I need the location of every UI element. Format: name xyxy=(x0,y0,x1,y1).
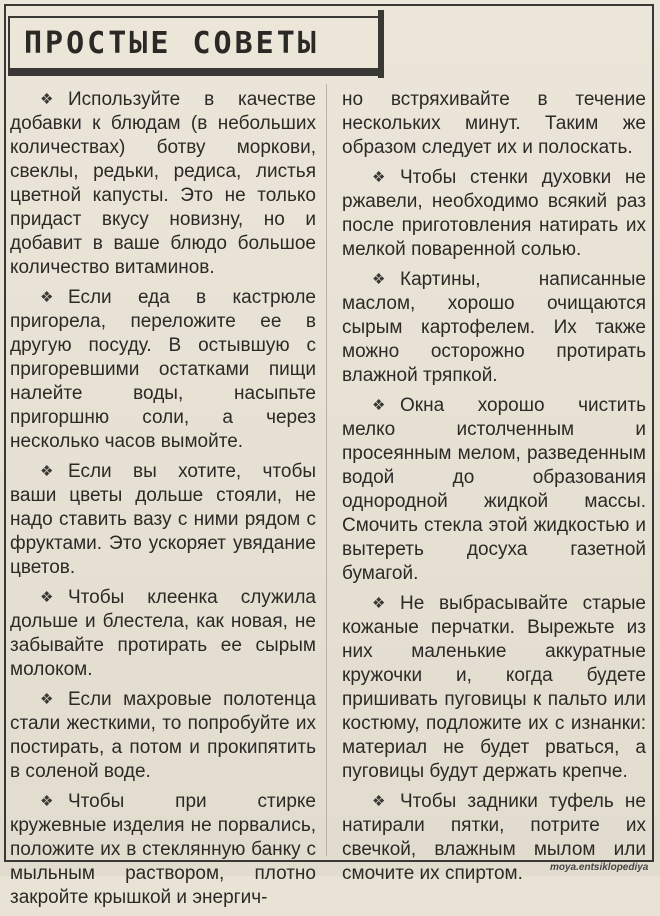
tip-paragraph xyxy=(10,790,316,910)
ornament-icon: ❖ xyxy=(40,589,54,606)
header-frame-right-bar xyxy=(378,10,384,78)
tip-paragraph xyxy=(10,586,316,682)
tip-paragraph xyxy=(342,268,646,388)
ornament-icon: ❖ xyxy=(40,691,54,708)
ornament-icon: ❖ xyxy=(372,397,386,414)
tip-text: Если махровые полотенца стали жесткими, то попробуйте их постирать, а потом и прокипятить в соленой воде. xyxy=(10,689,316,782)
tip-continuation: но встряхивайте в течение нескольких минут. Таким же образом следует их и полоскать. xyxy=(342,89,646,158)
header-box xyxy=(8,16,380,70)
right-column xyxy=(342,88,649,892)
tip-text: Используйте в качестве добавки к блюдам (в небольших количествах) ботву моркови, свеклы, редьки, редиса, листья цветной капусты. Это не только придаст вкусу новизну, но и добавит в ваше блюдо большое количество витаминов. xyxy=(10,89,316,278)
tip-paragraph xyxy=(10,460,316,580)
ornament-icon: ❖ xyxy=(40,289,54,306)
tip-paragraph xyxy=(342,592,646,784)
ornament-icon: ❖ xyxy=(372,271,386,288)
tip-paragraph xyxy=(342,394,646,586)
ornament-icon: ❖ xyxy=(372,793,386,810)
tip-text: Чтобы задники туфель не натирали пятки, потрите их свечкой, влажным мылом или смочите их спиртом. xyxy=(342,791,646,884)
page-title: ПРОСТЫЕ СОВЕТЫ xyxy=(24,26,319,61)
tip-text: Чтобы при стирке кружевные изделия не порвались, положите их в стеклянную банку с мыльным раствором, плотно закройте крышкой и энергич- xyxy=(10,791,316,908)
tip-text: Чтобы клеенка служила дольше и блестела, как новая, не забывайте протирать ее сырым молоком. xyxy=(10,587,316,680)
tip-paragraph xyxy=(10,88,316,280)
tip-text: Чтобы стенки духовки не ржавели, необходимо всякий раз после приготовления натирать их мелкой поваренной солью. xyxy=(342,167,646,260)
tip-text: Если вы хотите, чтобы ваши цветы дольше стояли, не надо ставить вазу с ними рядом с фруктами. Это ускоряет увядание цветов. xyxy=(10,461,316,578)
tip-text: Окна хорошо чистить мелко истолченным и просеянным мелом, разведенным водой до образования однородной жидкой массы. Смочить стекла этой жидкостью и вытереть досуха газетной бумагой. xyxy=(342,395,646,584)
ornament-icon: ❖ xyxy=(40,463,54,480)
header-frame-bottom-bar xyxy=(8,70,384,76)
column-divider xyxy=(326,84,327,856)
tip-text: Если еда в кастрюле пригорела, переложите ее в другую посуду. В остывшую с пригоревшими остатками пищи налейте воды, насыпьте пригоршню соли, а через несколько часов вымойте. xyxy=(10,287,316,452)
tip-paragraph xyxy=(10,286,316,454)
tip-paragraph xyxy=(10,688,316,784)
left-column xyxy=(10,88,316,916)
ornament-icon: ❖ xyxy=(372,595,386,612)
tip-paragraph xyxy=(342,166,646,262)
tip-text: Картины, написанные маслом, хорошо очищаются сырым картофелем. Их также можно осторожно протирать влажной тряпкой. xyxy=(342,269,646,386)
ornament-icon: ❖ xyxy=(40,91,54,108)
tip-text: Не выбрасывайте старые кожаные перчатки. Вырежьте из них маленькие аккуратные кружочки и, когда будете пришивать пуговицы к пальто или костюму, подложите их с изнанки: материал не будет рваться, а пуговицы будут держать крепче. xyxy=(342,593,646,782)
ornament-icon: ❖ xyxy=(372,169,386,186)
source-watermark: moya.entsiklopediya xyxy=(550,862,649,873)
ornament-icon: ❖ xyxy=(40,793,54,810)
